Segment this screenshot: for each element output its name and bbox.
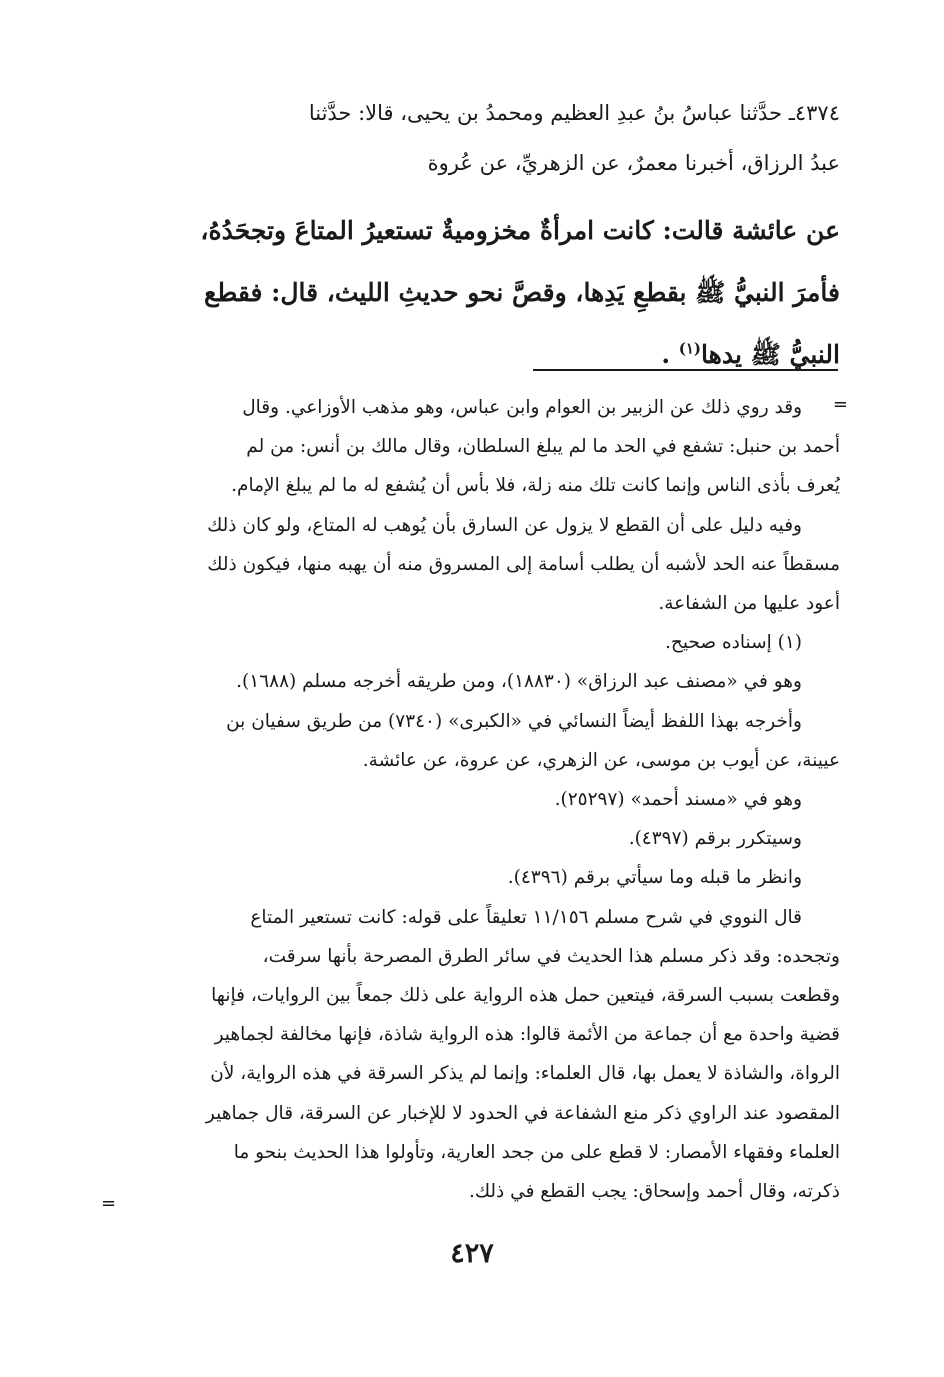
footnote-line: أحمد بن حنبل: تشفع في الحد ما لم يبلغ السلطان، وقال مالك بن أنس: من لم — [246, 436, 840, 458]
footnote-line: وقطعت بسبب السرقة، فيتعين حمل هذه الرواية على ذلك جمعاً بين الروايات، فإنها — [211, 985, 840, 1007]
continuation-mark-start: = — [832, 394, 848, 415]
footnotes — [103, 388, 840, 1211]
footnote-line: قال النووي في شرح مسلم ١١/١٥٦ تعليقاً على قوله: كانت تستعير المتاع — [250, 906, 802, 928]
matn-line: عن عائشة قالت: كانت امرأةٌ مخزوميةٌ تستعيرُ المتاعَ وتجحَدُهُ، — [200, 216, 840, 245]
continuation-mark-end: = — [101, 1193, 117, 1214]
footnote-line: وهو في «مسند أحمد» (٢٥٢٩٧). — [554, 789, 802, 811]
footnote-line: المقصود عند الراوي ذكر منع الشفاعة في الحدود لا للإخبار عن السرقة، قال جماهير — [205, 1102, 840, 1124]
page-number: ٤٢٧ — [450, 1238, 494, 1269]
matn-line-text: النبيُّ ﷺ يدها — [701, 340, 840, 369]
footnote-line: وسيتكرر برقم (٤٣٩٧). — [628, 828, 802, 850]
footnote-line: مسقطاً عنه الحد لأشبه أن يطلب أسامة إلى المسروق منه أن يهبه منها، فيكون ذلك — [207, 553, 840, 575]
matn-end-punct: . — [661, 340, 679, 369]
footnote-line: الرواة، والشاذة لا يعمل بها، قال العلماء: وإنما لم يذكر السرقة في هذه الرواية، لأن — [210, 1063, 840, 1085]
footnote-line: ذكرته، وقال أحمد وإسحاق: يجب القطع في ذلك. — [468, 1181, 840, 1203]
footnote-separator — [533, 369, 838, 371]
isnad-line: عبدُ الرزاق، أخبرنا معمرٌ، عن الزهريِّ، عن عُروة — [427, 151, 840, 175]
footnote-line: وانظر ما قبله وما سيأتي برقم (٤٣٩٦). — [507, 867, 802, 889]
isnad-line: ٤٣٧٤ـ حدَّثنا عباسُ بنُ عبدِ العظيم ومحمدُ بن يحيى، قالا: حدَّثنا — [308, 101, 840, 125]
matn-line — [118, 324, 840, 386]
hadith-isnad — [120, 88, 840, 188]
footnote-line: أعود عليها من الشفاعة. — [658, 593, 840, 615]
hadith-matn — [118, 200, 840, 386]
footnote-line: قضية واحدة مع أن جماعة من الأئمة قالوا: هذه الرواية شاذة، فإنها مخالفة لجماهير — [214, 1024, 840, 1046]
footnote-line: يُعرف بأذى الناس وإنما كانت تلك منه زلة، فلا بأس أن يُشفع له ما لم يبلغ الإمام. — [231, 475, 840, 497]
matn-line: فأمرَ النبيُّ ﷺ بقطعِ يَدِها، وقصَّ نحو حديثِ الليث، قال: فقطع — [204, 278, 840, 307]
footnote-line: وهو في «مصنف عبد الرزاق» (١٨٨٣٠)، ومن طريقه أخرجه مسلم (١٦٨٨). — [236, 671, 802, 693]
footnote-line: وقد روي ذلك عن الزبير بن العوام وابن عباس، وهو مذهب الأوزاعي. وقال — [242, 397, 802, 418]
footnote-line: (١) إسناده صحيح. — [665, 632, 802, 654]
footnote-line: العلماء وفقهاء الأمصار: لا قطع على من جحد العارية، وتأولوا هذا الحديث بنحو ما — [233, 1141, 840, 1163]
footnote-line: وفيه دليل على أن القطع لا يزول عن السارق بأن يُوهب له المتاع، ولو كان ذلك — [207, 514, 802, 536]
footnote-line: وأخرجه بهذا اللفظ أيضاً النسائي في «الكبرى» (٧٣٤٠) من طريق سفيان بن — [226, 710, 802, 732]
footnote-line: عيينة، عن أيوب بن موسى، عن الزهري، عن عروة، عن عائشة. — [362, 749, 840, 771]
footnote-line: وتجحده: وقد ذكر مسلم هذا الحديث في سائر الطرق المصرحة بأنها سرقت، — [262, 945, 840, 967]
footnote-ref: (١) — [678, 339, 702, 358]
